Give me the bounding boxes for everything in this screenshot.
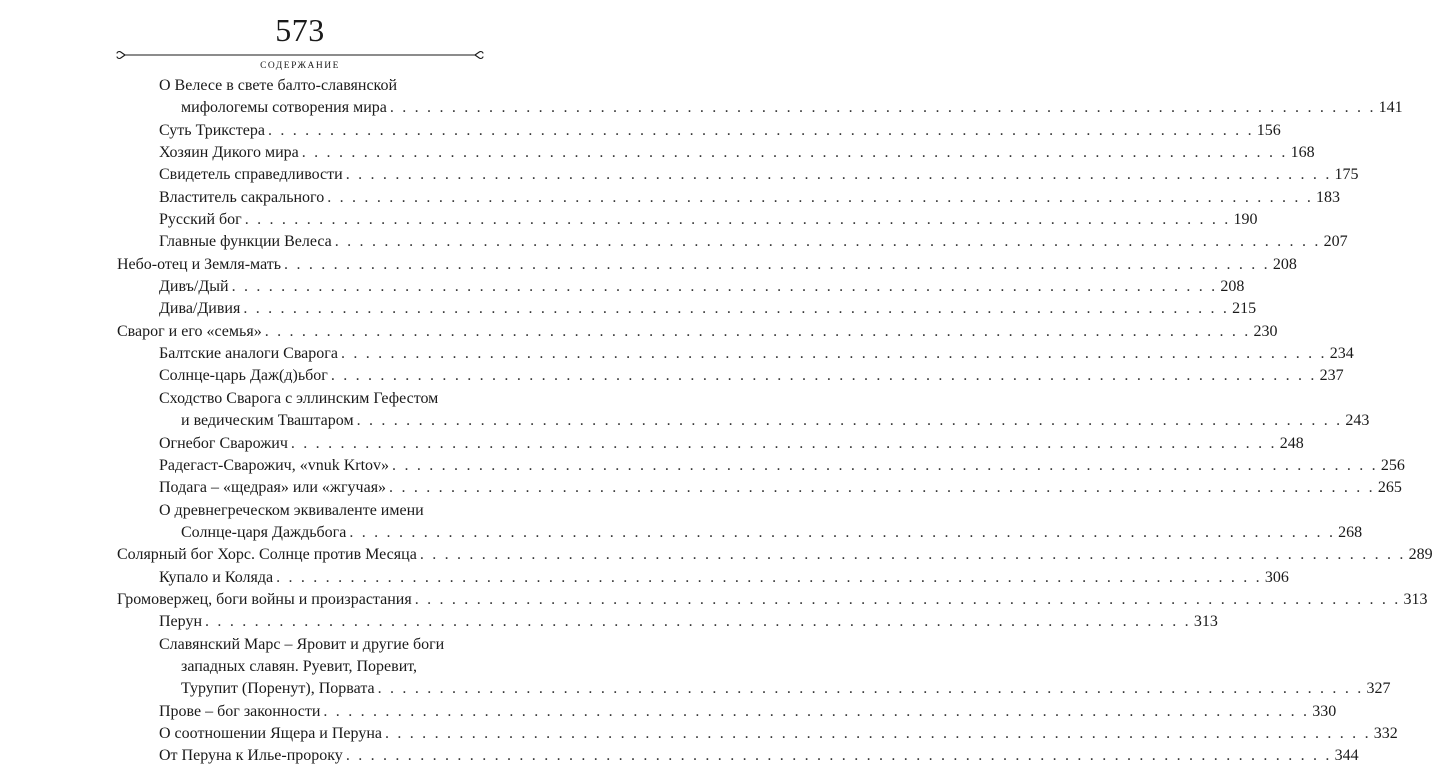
toc-dot-leader: . . . . . . . . . . . . . . . . . . . . . . . . . . . . . . . . . . . . . . . . . . . . . . . . . . . . . . . . . . . . . . . . . . . . . . . . . . . . . . . . [419, 546, 1406, 564]
toc-page-number: 313 [1193, 613, 1218, 631]
toc-entry-title: Подага – «щедрая» или «жгучая» [159, 479, 387, 497]
toc-entry-line [159, 142, 1315, 164]
header-ornament-rule [116, 50, 484, 60]
toc-page-number: 208 [1220, 278, 1245, 296]
toc-entry-title: Дивъ/Дый [159, 278, 229, 296]
toc-entry-title: Властитель сакрального [159, 188, 325, 206]
toc-entry [117, 589, 1428, 611]
toc-entry [159, 723, 1398, 745]
toc-entry [159, 634, 1391, 701]
toc-entry-title: Радегаст-Сварожич, «vnuk Krtov» [159, 456, 390, 474]
toc-entry-line [159, 500, 600, 522]
toc-entry-line [159, 388, 600, 410]
toc-entry-title: Перун [159, 613, 203, 631]
toc-dot-leader: . . . . . . . . . . . . . . . . . . . . . . . . . . . . . . . . . . . . . . . . . . . . . . . . . . . . . . . . . . . . . . . . . . . . . . . . . . . . . . . . [244, 211, 1231, 229]
toc-entry-line [159, 522, 1363, 544]
toc-entry-title: Сходство Сварога с эллинским Гефестом [159, 389, 439, 407]
toc-entry [159, 343, 1354, 365]
toc-entry [159, 500, 1363, 545]
toc-entry [159, 142, 1315, 164]
toc-entry [159, 120, 1281, 142]
toc-page-number: 289 [1408, 546, 1433, 564]
toc-page-number: 248 [1279, 434, 1304, 452]
toc-entry-title: и ведическим Тваштаром [181, 412, 354, 430]
toc-dot-leader: . . . . . . . . . . . . . . . . . . . . . . . . . . . . . . . . . . . . . . . . . . . . . . . . . . . . . . . . . . . . . . . . . . . . . . . . . . . . . . . . [327, 188, 1314, 206]
toc-dot-leader: . . . . . . . . . . . . . . . . . . . . . . . . . . . . . . . . . . . . . . . . . . . . . . . . . . . . . . . . . . . . . . . . . . . . . . . . . . . . . . . . [349, 523, 1336, 541]
toc-entry-title: От Перуна к Илье-пророку [159, 747, 343, 765]
toc-entry-title: Русский бог [159, 211, 242, 229]
toc-dot-leader: . . . . . . . . . . . . . . . . . . . . . . . . . . . . . . . . . . . . . . . . . . . . . . . . . . . . . . . . . . . . . . . . . . . . . . . . . . . . . . . . [276, 568, 1262, 586]
toc-dot-leader: . . . . . . . . . . . . . . . . . . . . . . . . . . . . . . . . . . . . . . . . . . . . . . . . . . . . . . . . . . . . . . . . . . . . . . . . . . . . . . . . [243, 300, 1230, 318]
toc-entry-line [117, 589, 1428, 611]
toc-entry [159, 164, 1359, 186]
toc-entry-line [159, 231, 1348, 253]
toc-page-number: 344 [1334, 747, 1359, 765]
toc-entry [159, 276, 1245, 298]
toc-entry-title: Огнебог Сварожич [159, 434, 288, 452]
toc-entry-title: Балтские аналоги Сварога [159, 345, 338, 363]
toc-entry-title: западных славян. Руевит, Поревит, [181, 657, 418, 675]
toc-page-number: 330 [1312, 702, 1337, 720]
toc-entry-title: Свидетель справедливости [159, 166, 343, 184]
toc-dot-leader: . . . . . . . . . . . . . . . . . . . . . . . . . . . . . . . . . . . . . . . . . . . . . . . . . . . . . . . . . . . . . . . . . . . . . . . . . . . . . . . . [377, 680, 1364, 698]
toc-dot-leader: . . . . . . . . . . . . . . . . . . . . . . . . . . . . . . . . . . . . . . . . . . . . . . . . . . . . . . . . . . . . . . . . . . . . . . . . . . . . . . . . [205, 613, 1191, 631]
toc-entry-title: О соотношении Ящера и Перуна [159, 724, 382, 742]
toc-entry-title: Громовержец, боги войны и произрастания [117, 590, 412, 608]
toc-entry [159, 433, 1304, 455]
toc-page-number: 141 [1378, 99, 1403, 117]
toc-page-number: 327 [1366, 680, 1391, 698]
toc-entry-line [117, 544, 1433, 566]
toc-entry-title: Суть Трикстера [159, 121, 265, 139]
table-of-contents [0, 75, 1433, 768]
toc-entry [159, 75, 1403, 120]
toc-entry [159, 187, 1341, 209]
toc-page-number: 234 [1329, 345, 1354, 363]
toc-entry-line [159, 410, 1370, 432]
toc-page-number: 156 [1256, 121, 1281, 139]
toc-page-number: 215 [1232, 300, 1257, 318]
toc-entry [159, 745, 1359, 767]
toc-entry-line [159, 209, 1258, 231]
toc-entry-title: Главные функции Велеса [159, 233, 332, 251]
toc-dot-leader: . . . . . . . . . . . . . . . . . . . . . . . . . . . . . . . . . . . . . . . . . . . . . . . . . . . . . . . . . . . . . . . . . . . . . . . . . . . . . . . . [284, 255, 1270, 273]
toc-dot-leader: . . . . . . . . . . . . . . . . . . . . . . . . . . . . . . . . . . . . . . . . . . . . . . . . . . . . . . . . . . . . . . . . . . . . . . . . . . . . . . . . [301, 144, 1288, 162]
toc-entry-title: Солнце-царя Даждьбога [181, 523, 347, 541]
toc-entry-line [117, 254, 1297, 276]
toc-entry [159, 611, 1218, 633]
toc-dot-leader: . . . . . . . . . . . . . . . . . . . . . . . . . . . . . . . . . . . . . . . . . . . . . . . . . . . . . . . . . . . . . . . . . . . . . . . . . . . . . . . . [264, 322, 1251, 340]
toc-dot-leader: . . . . . . . . . . . . . . . . . . . . . . . . . . . . . . . . . . . . . . . . . . . . . . . . . . . . . . . . . . . . . . . . . . . . . . . . . . . . . . . . [340, 345, 1327, 363]
toc-entry-line [159, 701, 1337, 723]
toc-entry-line [159, 433, 1304, 455]
toc-entry [159, 365, 1344, 387]
toc-dot-leader: . . . . . . . . . . . . . . . . . . . . . . . . . . . . . . . . . . . . . . . . . . . . . . . . . . . . . . . . . . . . . . . . . . . . . . . . . . . . . . . . [345, 747, 1332, 765]
toc-entry [117, 321, 1278, 343]
toc-page-number: 313 [1403, 590, 1428, 608]
toc-entry-title: Прове – бог законности [159, 702, 321, 720]
toc-dot-leader: . . . . . . . . . . . . . . . . . . . . . . . . . . . . . . . . . . . . . . . . . . . . . . . . . . . . . . . . . . . . . . . . . . . . . . . . . . . . . . . . [356, 412, 1343, 430]
toc-dot-leader: . . . . . . . . . . . . . . . . . . . . . . . . . . . . . . . . . . . . . . . . . . . . . . . . . . . . . . . . . . . . . . . . . . . . . . . . . . . . . . . . [345, 166, 1332, 184]
page-number: 573 [275, 12, 325, 48]
toc-entry-title: Хозяин Дикого мира [159, 144, 299, 162]
toc-entry [159, 231, 1348, 253]
toc-page-number: 168 [1290, 144, 1315, 162]
toc-entry-title: Купало и Коляда [159, 568, 274, 586]
toc-entry-line [159, 75, 600, 97]
toc-entry [159, 701, 1337, 723]
toc-dot-leader: . . . . . . . . . . . . . . . . . . . . . . . . . . . . . . . . . . . . . . . . . . . . . . . . . . . . . . . . . . . . . . . . . . . . . . . . . . . . . . . . [389, 479, 1375, 497]
toc-dot-leader: . . . . . . . . . . . . . . . . . . . . . . . . . . . . . . . . . . . . . . . . . . . . . . . . . . . . . . . . . . . . . . . . . . . . . . . . . . . . . . . . [267, 121, 1254, 139]
toc-page-number: 175 [1334, 166, 1359, 184]
toc-entry-title: Турупит (Поренут), Порвата [181, 680, 375, 698]
toc-entry-title: Небо-отец и Земля-мать [117, 255, 282, 273]
toc-dot-leader: . . . . . . . . . . . . . . . . . . . . . . . . . . . . . . . . . . . . . . . . . . . . . . . . . . . . . . . . . . . . . . . . . . . . . . . . . . . . . . . . [389, 99, 1376, 117]
toc-dot-leader: . . . . . . . . . . . . . . . . . . . . . . . . . . . . . . . . . . . . . . . . . . . . . . . . . . . . . . . . . . . . . . . . . . . . . . . . . . . . . . . . [290, 434, 1277, 452]
toc-entry-title: О древнегреческом эквиваленте имени [159, 501, 424, 519]
toc-page-number: 208 [1272, 255, 1297, 273]
toc-entry [159, 477, 1402, 499]
toc-entry-line [159, 656, 600, 678]
toc-dot-leader: . . . . . . . . . . . . . . . . . . . . . . . . . . . . . . . . . . . . . . . . . . . . . . . . . . . . . . . . . . . . . . . . . . . . . . . . . . . . . . . . [330, 367, 1317, 385]
toc-dot-leader: . . . . . . . . . . . . . . . . . . . . . . . . . . . . . . . . . . . . . . . . . . . . . . . . . . . . . . . . . . . . . . . . . . . . . . . . . . . . . . . . [384, 724, 1371, 742]
toc-page-number: 332 [1373, 724, 1398, 742]
toc-page-number: 183 [1316, 188, 1341, 206]
section-title: СОДЕРЖАНИЕ [260, 61, 340, 71]
toc-dot-leader: . . . . . . . . . . . . . . . . . . . . . . . . . . . . . . . . . . . . . . . . . . . . . . . . . . . . . . . . . . . . . . . . . . . . . . . . . . . . . . . . [231, 278, 1218, 296]
toc-entry [159, 567, 1289, 589]
toc-entry-title: мифологемы сотворения мира [181, 99, 387, 117]
toc-page-number: 237 [1319, 367, 1344, 385]
toc-entry-line [159, 455, 1405, 477]
toc-page-number: 230 [1253, 322, 1278, 340]
toc-entry-title: Дива/Дивия [159, 300, 241, 318]
toc-entry-line [159, 298, 1257, 320]
toc-entry-line [159, 477, 1402, 499]
toc-page-number: 268 [1338, 523, 1363, 541]
toc-entry-line [117, 321, 1278, 343]
toc-entry-title: Славянский Марс – Яровит и другие боги [159, 635, 445, 653]
toc-entry [117, 254, 1297, 276]
toc-page-number: 207 [1323, 233, 1348, 251]
toc-entry-line [159, 276, 1245, 298]
toc-entry [159, 209, 1258, 231]
toc-dot-leader: . . . . . . . . . . . . . . . . . . . . . . . . . . . . . . . . . . . . . . . . . . . . . . . . . . . . . . . . . . . . . . . . . . . . . . . . . . . . . . . . [414, 590, 1401, 608]
toc-entry-line [159, 365, 1344, 387]
toc-entry-line [159, 567, 1289, 589]
toc-entry-line [159, 343, 1354, 365]
toc-entry [159, 388, 1370, 433]
toc-page-number: 306 [1264, 568, 1289, 586]
toc-entry-line [159, 634, 600, 656]
toc-entry-line [159, 745, 1359, 767]
toc-entry [159, 298, 1257, 320]
toc-entry-line [159, 187, 1341, 209]
toc-entry-line [159, 120, 1281, 142]
toc-entry [159, 455, 1405, 477]
toc-page-number: 243 [1345, 412, 1370, 430]
toc-entry-title: Солярный бог Хорс. Солнце против Месяца [117, 546, 417, 564]
toc-entry-line [159, 164, 1359, 186]
toc-entry-line [159, 723, 1398, 745]
toc-page-number: 190 [1233, 211, 1258, 229]
toc-page-number: 256 [1380, 456, 1405, 474]
toc-dot-leader: . . . . . . . . . . . . . . . . . . . . . . . . . . . . . . . . . . . . . . . . . . . . . . . . . . . . . . . . . . . . . . . . . . . . . . . . . . . . . . . . [323, 702, 1310, 720]
toc-dot-leader: . . . . . . . . . . . . . . . . . . . . . . . . . . . . . . . . . . . . . . . . . . . . . . . . . . . . . . . . . . . . . . . . . . . . . . . . . . . . . . . . [392, 456, 1378, 474]
toc-dot-leader: . . . . . . . . . . . . . . . . . . . . . . . . . . . . . . . . . . . . . . . . . . . . . . . . . . . . . . . . . . . . . . . . . . . . . . . . . . . . . . . . [334, 233, 1321, 251]
toc-entry-line [159, 97, 1403, 119]
toc-entry-line [159, 611, 1218, 633]
toc-entry-title: Солнце-царь Даж(д)ьбог [159, 367, 328, 385]
toc-entry-title: О Велесе в свете балто-славянской [159, 77, 398, 94]
toc-entry [117, 544, 1433, 566]
toc-entry-line [159, 678, 1391, 700]
toc-entry-title: Сварог и его «семья» [117, 322, 262, 340]
toc-page-number: 265 [1377, 479, 1402, 497]
